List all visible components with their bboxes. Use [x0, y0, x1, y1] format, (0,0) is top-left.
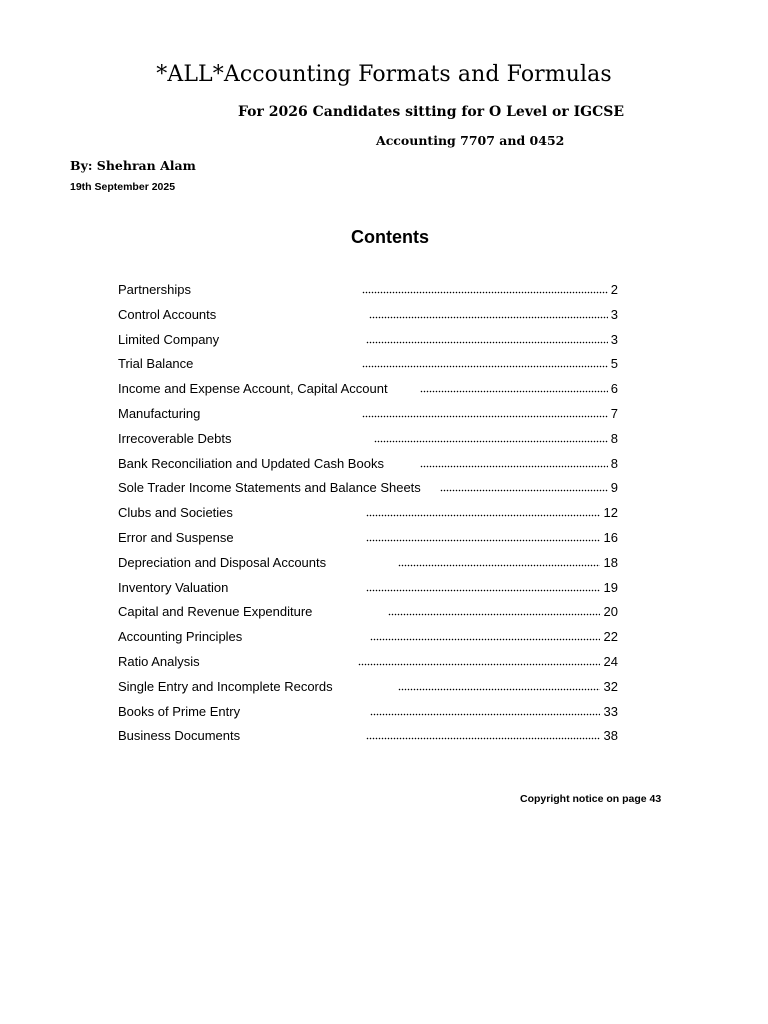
toc-entry-page: 7	[610, 406, 618, 421]
toc-entry[interactable]	[118, 653, 622, 671]
copyright-notice: Copyright notice on page 43	[520, 793, 662, 805]
toc-leader-dots	[362, 291, 608, 295]
document-title: *ALL*Accounting Formats and Formulas	[156, 62, 612, 87]
toc-leader-dots	[366, 539, 600, 543]
toc-entry-label: Error and Suspense	[118, 530, 234, 545]
toc-leader-dots	[370, 638, 600, 642]
toc-entry-page: 18	[603, 554, 618, 570]
toc-entry[interactable]	[118, 380, 622, 398]
toc-entry[interactable]	[118, 678, 622, 696]
toc-entry-label: Manufacturing	[118, 406, 201, 421]
author-line: By: Shehran Alam	[70, 158, 196, 173]
toc-entry[interactable]	[118, 603, 622, 621]
toc-leader-dots	[366, 341, 608, 345]
toc-leader-dots	[370, 713, 600, 717]
toc-entry[interactable]	[118, 430, 622, 448]
toc-entry-page: 12	[603, 505, 618, 521]
toc-entry[interactable]	[118, 281, 622, 299]
subject-codes: Accounting 7707 and 0452	[376, 133, 565, 148]
toc-entry-label: Accounting Principles	[118, 629, 243, 645]
toc-entry-page: 16	[603, 530, 618, 545]
toc-entry[interactable]	[118, 455, 622, 473]
toc-entry[interactable]	[118, 331, 622, 349]
toc-leader-dots	[369, 316, 608, 320]
toc-leader-dots	[398, 688, 600, 692]
contents-heading: Contents	[351, 227, 429, 247]
toc-entry[interactable]	[118, 554, 622, 572]
toc-entry-label: Partnerships	[118, 282, 191, 297]
toc-entry-page: 6	[610, 381, 618, 397]
toc-leader-dots	[420, 390, 608, 394]
toc-entry-label: Income and Expense Account, Capital Account	[118, 381, 388, 397]
toc-entry[interactable]	[118, 405, 622, 423]
toc-entry[interactable]	[118, 355, 622, 373]
toc-entry-page: 3	[610, 306, 618, 322]
toc-entry-page: 20	[603, 604, 618, 620]
toc-entry-page: 19	[603, 579, 618, 595]
toc-entry[interactable]	[118, 306, 622, 324]
toc-entry-label: Books of Prime Entry	[118, 703, 241, 719]
toc-entry-label: Inventory Valuation	[118, 579, 229, 595]
toc-entry-page: 33	[603, 703, 618, 719]
document-subtitle: For 2026 Candidates sitting for O Level or IGCSE	[238, 104, 625, 120]
toc-leader-dots	[362, 365, 608, 369]
toc-entry-label: Business Documents	[118, 728, 241, 744]
toc-entry[interactable]	[118, 579, 622, 597]
toc-entry-label: Depreciation and Disposal Accounts	[118, 554, 327, 570]
toc-entry-page: 8	[610, 430, 618, 446]
toc-leader-dots	[366, 737, 600, 741]
toc-entry-label: Ratio Analysis	[118, 654, 200, 669]
toc-entry[interactable]	[118, 628, 622, 646]
toc-entry[interactable]	[118, 529, 622, 547]
toc-entry-label: Single Entry and Incomplete Records	[118, 678, 333, 694]
toc-entry-label: Trial Balance	[118, 356, 194, 372]
toc-leader-dots	[440, 489, 608, 493]
toc-entry-label: Capital and Revenue Expenditure	[118, 604, 313, 620]
toc-entry[interactable]	[118, 504, 622, 522]
toc-leader-dots	[366, 514, 600, 518]
toc-leader-dots	[398, 564, 600, 568]
toc-entry[interactable]	[118, 479, 622, 497]
toc-entry-label: Irrecoverable Debts	[118, 430, 232, 446]
toc-leader-dots	[362, 415, 608, 419]
toc-entry-page: 5	[610, 356, 618, 372]
toc-entry-page: 32	[603, 678, 618, 694]
toc-entry-label: Sole Trader Income Statements and Balance Sheets	[118, 480, 421, 496]
toc-entry[interactable]	[118, 727, 622, 745]
toc-entry-page: 38	[603, 728, 618, 744]
toc-entry[interactable]	[118, 703, 622, 721]
toc-leader-dots	[366, 589, 600, 593]
toc-leader-dots	[420, 465, 608, 469]
toc-entry-page: 3	[610, 331, 618, 347]
toc-leader-dots	[374, 440, 608, 444]
toc-entry-label: Limited Company	[118, 331, 220, 347]
toc-entry-page: 22	[603, 629, 618, 645]
toc-leader-dots	[358, 663, 600, 667]
toc-entry-page: 8	[610, 455, 618, 471]
toc-leader-dots	[388, 613, 600, 617]
toc-entry-label: Control Accounts	[118, 306, 217, 322]
toc-entry-label: Clubs and Societies	[118, 505, 233, 521]
publish-date: 19th September 2025	[70, 181, 176, 193]
toc-entry-page: 2	[610, 282, 618, 297]
toc-entry-label: Bank Reconciliation and Updated Cash Books	[118, 455, 384, 471]
toc-entry-page: 9	[610, 480, 618, 496]
toc-entry-page: 24	[603, 654, 618, 669]
